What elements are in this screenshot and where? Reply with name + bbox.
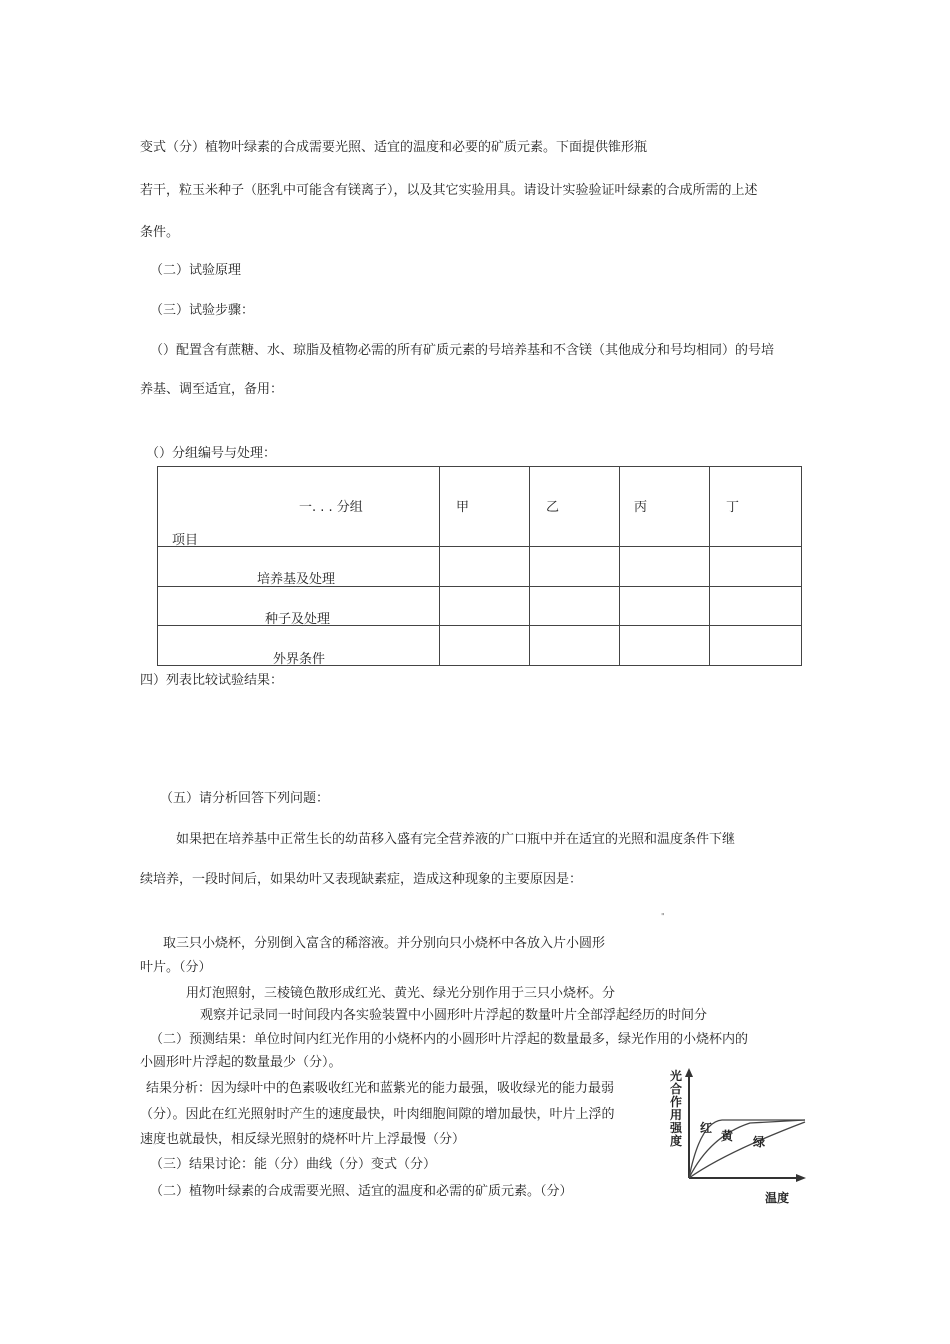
table-cell xyxy=(710,547,802,587)
table-cell xyxy=(440,626,530,666)
paragraph-line: （）配置含有蔗糖、水、琼脂及植物必需的所有矿质元素的号培养基和不含镁（其他成分和号均相同）的号培 xyxy=(150,343,775,358)
paragraph-line: 条件。 xyxy=(140,225,180,240)
table-header-cell: 甲 xyxy=(440,467,530,547)
y-axis-label-char: 作 xyxy=(670,1095,683,1109)
table-cell xyxy=(530,547,620,587)
diagonal-header-cell xyxy=(158,467,440,547)
section-heading: （三）试验步骤： xyxy=(150,303,255,318)
photosynthesis-curve-figure xyxy=(664,1066,814,1205)
paragraph-line: 用灯泡照射，三棱镜色散形成红光、黄光、绿光分别作用于三只小烧杯。分 xyxy=(186,986,616,1001)
table-cell xyxy=(620,587,710,626)
y-axis-label-char: 用 xyxy=(670,1108,683,1122)
section-heading: （五）请分析回答下列问题： xyxy=(160,791,330,806)
paragraph-line: （三）结果讨论：能（分）曲线（分）变式（分） xyxy=(150,1157,437,1172)
paragraph-line: 观察并记录同一时间段内各实验装置中小圆形叶片浮起的数量叶片全部浮起经历的时间分 xyxy=(200,1008,708,1023)
stray-mark: " xyxy=(661,912,665,921)
y-axis-arrow xyxy=(685,1068,693,1077)
table-row-label: 培养基及处理 xyxy=(158,547,440,587)
paragraph-line: 养基、调至适宜，备用： xyxy=(140,382,284,397)
paragraph-line: （分）。因此在红光照射时产生的速度最快，叶肉细胞间隙的增加最快，叶片上浮的 xyxy=(140,1107,615,1122)
table-row-label: 外界条件 xyxy=(158,626,440,666)
table-cell xyxy=(440,587,530,626)
table-row xyxy=(158,626,802,666)
y-axis-label-char: 光 xyxy=(670,1069,683,1083)
paragraph-line: 变式（分）植物叶绿素的合成需要光照、适宜的温度和必要的矿质元素。下面提供锥形瓶 xyxy=(140,140,648,155)
table-cell xyxy=(620,626,710,666)
header-group-label: 一. . . 分组 xyxy=(299,500,363,515)
table-header-cell: 丙 xyxy=(620,467,710,547)
paragraph-line: 取三只小烧杯，分别倒入富含的稀溶液。并分别向只小烧杯中各放入片小圆形 xyxy=(163,936,606,951)
section-heading: （）分组编号与处理： xyxy=(146,446,277,461)
curve-label-green: 绿 xyxy=(753,1135,766,1149)
curve-label-yellow: 黄 xyxy=(721,1129,734,1143)
y-axis-label-char: 合 xyxy=(670,1082,683,1096)
paragraph-line: 结果分析：因为绿叶中的色素吸收红光和蓝紫光的能力最强，吸收绿光的能力最弱 xyxy=(146,1081,615,1096)
paragraph-line: 续培养，一段时间后，如果幼叶又表现缺素症，造成这种现象的主要原因是： xyxy=(140,872,583,887)
section-heading: （二）试验原理 xyxy=(150,263,242,278)
table-cell xyxy=(530,587,620,626)
table-header-cell: 乙 xyxy=(530,467,620,547)
paragraph-line: （二）预测结果：单位时间内红光作用的小烧杯内的小圆形叶片浮起的数量最多，绿光作用的小烧杯内的 xyxy=(150,1032,749,1047)
x-axis-label: 温度 xyxy=(765,1191,790,1205)
section-heading: 四）列表比较试验结果： xyxy=(140,673,284,688)
table-cell xyxy=(440,547,530,587)
table-header-row xyxy=(158,467,802,547)
y-axis-label-char: 强 xyxy=(670,1121,683,1135)
curve-label-red: 红 xyxy=(700,1121,713,1135)
x-axis-arrow xyxy=(796,1174,806,1182)
table-cell xyxy=(710,587,802,626)
table-row xyxy=(158,587,802,626)
paragraph-line: 若干，粒玉米种子（胚乳中可能含有镁离子），以及其它实验用具。请设计实验验证叶绿素的合成所需的上述 xyxy=(140,183,758,198)
paragraph-line: 叶片。（分） xyxy=(140,960,212,975)
table-header-cell: 丁 xyxy=(710,467,802,547)
table-cell xyxy=(530,626,620,666)
y-axis-label-char: 度 xyxy=(670,1134,683,1148)
paragraph-line: （二）植物叶绿素的合成需要光照、适宜的温度和必需的矿质元素。（分） xyxy=(150,1184,573,1199)
table-cell xyxy=(710,626,802,666)
grouping-table xyxy=(157,466,802,666)
table-cell xyxy=(620,547,710,587)
paragraph-line: 小圆形叶片浮起的数量最少（分）。 xyxy=(140,1055,342,1070)
table-row xyxy=(158,547,802,587)
paragraph-line: 如果把在培养基中正常生长的幼苗移入盛有完全营养液的广口瓶中并在适宜的光照和温度条件下继 xyxy=(176,832,736,847)
paragraph-line: 速度也就最快，相反绿光照射的烧杯叶片上浮最慢（分） xyxy=(140,1132,466,1147)
y-axis-label xyxy=(669,1068,683,1148)
table-row-label: 种子及处理 xyxy=(158,587,440,626)
header-item-label: 项目 xyxy=(172,533,199,548)
